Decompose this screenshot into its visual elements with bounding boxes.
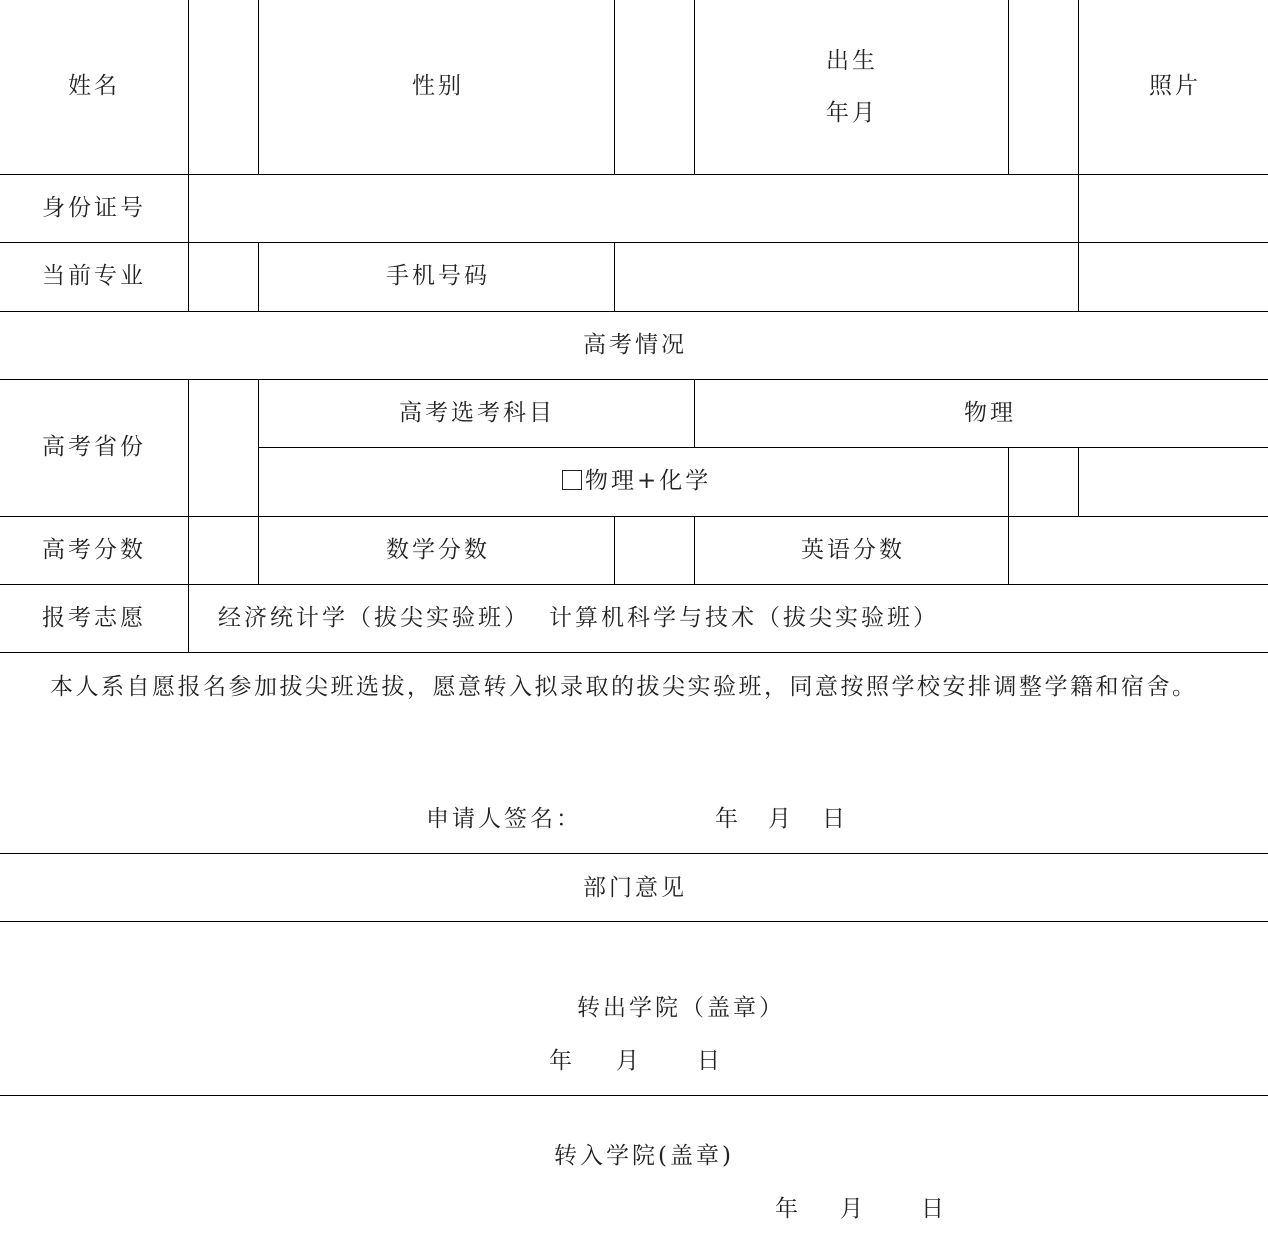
id-input-cell[interactable] <box>189 175 1077 241</box>
in-college-label: 转入学院(盖章) <box>554 1143 734 1169</box>
vrule <box>258 242 259 311</box>
english-input-cell[interactable] <box>1009 517 1267 584</box>
rule-row7-bottom <box>0 652 1268 653</box>
vrule <box>694 516 695 585</box>
out-college-month: 月 <box>616 1048 642 1074</box>
phone-input-cell[interactable] <box>615 243 1077 310</box>
in-college-day: 日 <box>921 1196 947 1222</box>
vrule <box>258 379 259 585</box>
score-input-cell[interactable] <box>189 517 257 584</box>
out-college-year: 年 <box>549 1048 575 1074</box>
name-label: 姓名 <box>68 73 120 99</box>
rule-declaration-bottom <box>0 853 1268 854</box>
out-college-label: 转出学院（盖章） <box>577 995 785 1021</box>
province-label: 高考省份 <box>42 434 146 460</box>
vrule <box>1078 447 1079 516</box>
vrule <box>694 0 695 174</box>
rule-out-college-bottom <box>0 1095 1268 1096</box>
score-label: 高考分数 <box>42 537 146 563</box>
in-college-month: 月 <box>840 1196 866 1222</box>
vrule <box>1008 447 1009 516</box>
section-gaokao: 高考情况 <box>583 332 687 358</box>
birth-label-line1: 出生 <box>826 48 878 74</box>
province-input-cell[interactable] <box>189 380 257 515</box>
vrule <box>258 0 259 174</box>
out-college-day: 日 <box>697 1048 723 1074</box>
major-label: 当前专业 <box>42 263 146 289</box>
section-department: 部门意见 <box>583 875 687 901</box>
vrule <box>694 379 695 448</box>
rule-row3-bottom <box>0 311 1268 312</box>
vrule <box>1078 0 1079 311</box>
signature-label: 申请人签名： <box>426 806 582 832</box>
choice-option-1[interactable]: 经济统计学（拔尖实验班） <box>218 605 530 631</box>
rule-row5-inner <box>258 447 1268 448</box>
signature-field[interactable] <box>572 800 708 836</box>
declaration-text: 本人系自愿报名参加拔尖班选拔，愿意转入拟录取的拔尖实验班，同意按照学校安排调整学籍和宿舍。 <box>50 674 1198 700</box>
checkbox-icon[interactable] <box>562 470 582 490</box>
gender-label: 性别 <box>412 73 464 99</box>
signature-month: 月 <box>768 806 794 832</box>
major-input-cell[interactable] <box>189 243 257 310</box>
photo-label: 照片 <box>1149 73 1201 99</box>
rule-row6-bottom <box>0 584 1268 585</box>
choice-label: 报考志愿 <box>42 605 146 631</box>
math-input-cell[interactable] <box>615 517 693 584</box>
option-physics-chemistry[interactable] <box>562 470 711 493</box>
birth-input-cell[interactable] <box>1009 1 1077 173</box>
id-label: 身份证号 <box>42 195 146 221</box>
math-label: 数学分数 <box>386 537 490 563</box>
english-label: 英语分数 <box>801 537 905 563</box>
birth-label-line2: 年月 <box>826 100 878 126</box>
choice-option-2[interactable]: 计算机科学与技术（拔尖实验班） <box>549 605 939 631</box>
subjects-label: 高考选考科目 <box>399 400 555 426</box>
gender-input-cell[interactable] <box>615 1 693 173</box>
name-input-cell[interactable] <box>189 1 257 173</box>
in-college-year: 年 <box>775 1196 801 1222</box>
phone-label: 手机号码 <box>386 263 490 289</box>
signature-year: 年 <box>715 806 741 832</box>
rule-department-bottom <box>0 921 1268 922</box>
signature-day: 日 <box>822 806 848 832</box>
subjects-value: 物理 <box>964 400 1016 426</box>
option-label: 物理+化学 <box>585 468 712 494</box>
